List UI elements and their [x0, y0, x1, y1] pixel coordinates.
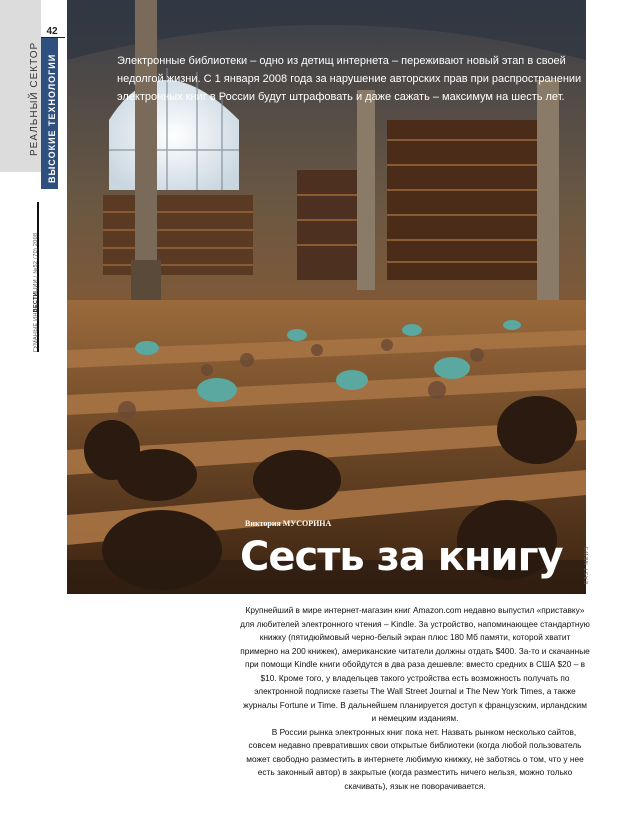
lead-text: Электронные библиотеки – одно из детищ интернета – переживают новый этап в своей недолгой жизни. С 1 января 2008 года за нарушение авторских прав при распространении электронных книг в России будут штрафовать и даже сажать – максимум на шесть лет. — [117, 55, 582, 103]
author-byline: Виктория МУСОРИНА — [245, 519, 332, 528]
journal-suffix: ЦИИ / №52 (70) 2008 — [33, 232, 39, 293]
body-paragraph-1: Крупнейший в мире интернет-магазин книг Amazon.com недавно выпустил «приставку» для любителей электронного чтения – Kindle. За устройство, напоминающее стандартную книжку (пятидюймовый черно-белый экран плюс 180 Мб памяти, которой хватит примерно на 200 книжек), американские читатели должны отдать $400. За-то и скачанные при помощи Kindle книги обойдутся в два раза дешевле: вместо средних в США $20 – в $10. Кроме того, у владельцев такого устройства есть возможность получать по электронной подписке газеты The Wall Street Journal и The New York Times, а также журналы Fortune и Time. В дальнейшем планируется доступ к французским, ирландским и немецким изданиям. — [240, 605, 590, 723]
article-title: Сесть за книгу — [240, 534, 563, 580]
section-label: РЕАЛЬНЫЙ СЕКТОР — [29, 41, 40, 156]
subsection-label: ВЫСОКИЕ ТЕХНОЛОГИИ — [47, 53, 57, 183]
journal-prefix: ГУМАНЫЕ ИН — [33, 312, 39, 352]
body-paragraph-2: В России рынка электронных книг пока нет. Назвать рынком несколько сайтов, совсем недавно превративших свои открытые библиотеки (когда любой пользователь может свободно разместить в интернете любимую книжку, не заботясь о том, что у нее есть законный автор) в закрытые (когда разместить ничего нельзя, можно только скачивать), язык не поворачивается. — [246, 726, 584, 791]
journal-brand: ВЕСТИ — [33, 292, 39, 313]
article-body — [240, 604, 590, 793]
journal-info — [33, 233, 39, 352]
photo-credit: EAST NEWS — [584, 545, 590, 584]
page-number: 42 — [46, 26, 58, 37]
header-rule — [41, 37, 65, 38]
